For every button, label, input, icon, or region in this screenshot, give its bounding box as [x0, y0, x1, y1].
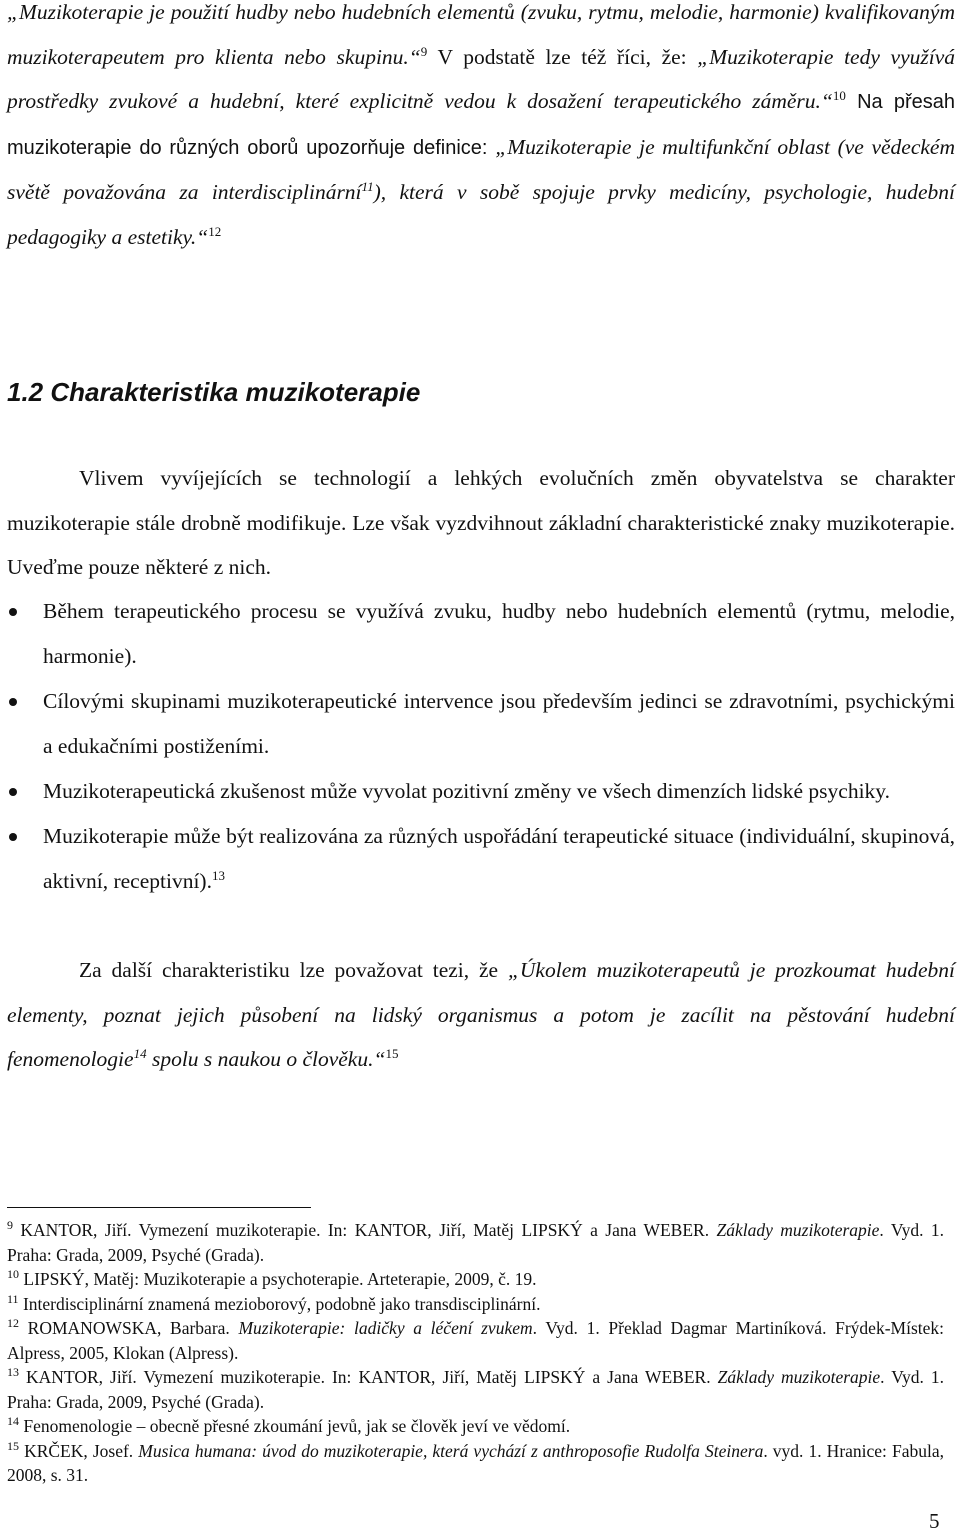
- footnote-text: Interdisciplinární znamená mezioborový, podobně jako transdisciplinární.: [18, 1293, 541, 1314]
- footnote-number: 15: [7, 1438, 19, 1453]
- footnote-text: KRČEK, Josef.: [19, 1440, 139, 1461]
- footnote-separator: [7, 1207, 311, 1208]
- text-segment: V podstatě lze též říci, že:: [427, 44, 698, 69]
- paragraph-intro: Vlivem vyvíjejících se technologií a lehkých evolučních změn obyvatelstva se charakter muzikoterapie stále drobně modifikuje. Lze však vyzdvihnout základní charakteristické znaky muzikoterapie. Uveďme pouze některé z nich.: [7, 466, 955, 579]
- footnote-15: [7, 1439, 944, 1488]
- footnote-ref-11[interactable]: 11: [361, 178, 374, 194]
- list-item: [7, 589, 955, 679]
- list-item-text: Muzikoterapeutická zkušenost může vyvolat pozitivní změny ve všech dimenzích lidské psychiky.: [43, 779, 891, 803]
- footnote-9: [7, 1218, 944, 1267]
- footnote-text: LIPSKÝ, Matěj: Muzikoterapie a psychoterapie. Arteterapie, 2009, č. 19.: [19, 1269, 537, 1289]
- footnote-11: [7, 1292, 944, 1317]
- list-item-text: Během terapeutického procesu se využívá zvuku, hudby nebo hudebních elementů (rytmu, melodie, harmonie).: [43, 599, 955, 668]
- bullet-icon: [9, 608, 17, 616]
- footnote-ref-10[interactable]: 10: [832, 87, 846, 103]
- footnote-12: [7, 1316, 944, 1365]
- footnote-title: Muzikoterapie: ladičky a léčení zvukem: [238, 1318, 533, 1338]
- footnote-text: ROMANOWSKA, Barbara.: [19, 1318, 239, 1338]
- footnote-number: 10: [7, 1267, 19, 1282]
- footnote-ref-9[interactable]: 9: [420, 43, 428, 59]
- bullet-icon: [9, 788, 17, 796]
- footnote-text: . Vyd. 1. Praha: Grada, 2009, Psyché (Grada).: [7, 1220, 944, 1265]
- list-item-text: Cílovými skupinami muzikoterapeutické intervence jsou především jedinci se zdravotními, psychickými a edukačními postiženími.: [43, 689, 955, 758]
- footnote-text: . Vyd. 1. Překlad Dagmar Martiníková. Frýdek-Místek: Alpress, 2005, Klokan (Alpress).: [7, 1318, 944, 1363]
- footnote-title: Základy muzikoterapie: [717, 1367, 881, 1387]
- list-item-text: Muzikoterapie může být realizována za různých uspořádání terapeutické situace (individuální, skupinová, aktivní, receptivní).: [43, 824, 955, 893]
- footnote-14: [7, 1414, 944, 1439]
- paragraph-definitions: [7, 0, 955, 259]
- bullet-icon: [9, 833, 17, 841]
- footnote-title: Základy muzikoterapie: [716, 1220, 880, 1240]
- quote-definition-3-cont: ), která v sobě spojuje prvky medicíny, psychologie, hudební pedagogiky a estetiky.“: [7, 180, 955, 249]
- footnote-text: . Vyd. 1. Praha: Grada, 2009, Psyché (Grada).: [7, 1367, 944, 1412]
- footnote-ref-13[interactable]: 13: [211, 867, 225, 883]
- footnote-number: 11: [7, 1291, 19, 1306]
- footnote-13: [7, 1365, 944, 1414]
- footnote-text: KANTOR, Jiří. Vymezení muzikoterapie. In: KANTOR, Jiří, Matěj LIPSKÝ a Jana WEBER.: [13, 1220, 717, 1240]
- page-number: 5: [929, 1509, 940, 1533]
- footnote-text: . vyd. 1. Hranice: Fabula, 2008, s. 31.: [7, 1440, 944, 1485]
- footnote-number: 9: [7, 1218, 13, 1233]
- footnote-10: [7, 1267, 944, 1292]
- list-item: [7, 814, 955, 904]
- text-segment: Na přesah muzikoterapie do různých oborů upozorňuje definice:: [7, 91, 955, 159]
- quote-definition-1: „Muzikoterapie je použití hudby nebo hudebních elementů (zvuku, rytmu, melodie, harmonie) kvalifikovaným muzikoterapeutem pro klienta nebo skupinu.“: [7, 0, 955, 69]
- footnote-number: 14: [7, 1414, 19, 1429]
- list-item: [7, 769, 955, 814]
- bullet-icon: [9, 698, 17, 706]
- footnote-number: 12: [7, 1316, 19, 1331]
- footnote-number: 13: [7, 1365, 19, 1380]
- list-item: [7, 679, 955, 769]
- footnotes: [7, 1218, 944, 1488]
- footnote-text: Fenomenologie – obecně přesné zkoumání jevů, jak se člověk jeví ve vědomí.: [19, 1416, 571, 1436]
- characteristics-list: [7, 589, 955, 904]
- footnote-text: KANTOR, Jiří. Vymezení muzikoterapie. In: KANTOR, Jiří, Matěj LIPSKÝ a Jana WEBER.: [19, 1367, 718, 1387]
- footnote-ref-15[interactable]: 15: [385, 1045, 399, 1061]
- footnote-ref-14[interactable]: 14: [133, 1045, 147, 1061]
- paragraph-task: [7, 948, 955, 1082]
- footnote-title: Musica humana: úvod do muzikoterapie, která vychází z anthroposofie Rudolfa Steinera: [138, 1440, 764, 1461]
- section-heading: 1.2 Charakteristika muzikoterapie: [7, 377, 421, 407]
- footnote-ref-12[interactable]: 12: [208, 223, 222, 239]
- quote-task-cont: spolu s naukou o člověku.“: [146, 1047, 386, 1071]
- quote-definition-3: „Muzikoterapie je multifunkční oblast (ve vědeckém světě považována za interdisciplinární: [7, 134, 955, 204]
- quote-task: „Úkolem muzikoterapeutů je prozkoumat hudební elementy, poznat jejich působení na lidský organismus a potom je zacílit na pěstování hudební fenomenologie: [7, 958, 956, 1071]
- quote-definition-2: „Muzikoterapie tedy využívá prostředky zvukové a hudební, které explicitně vedou k dosažení terapeutického záměru.“: [7, 44, 955, 113]
- text-segment: Za další charakteristiku lze považovat tezi, že: [79, 958, 508, 982]
